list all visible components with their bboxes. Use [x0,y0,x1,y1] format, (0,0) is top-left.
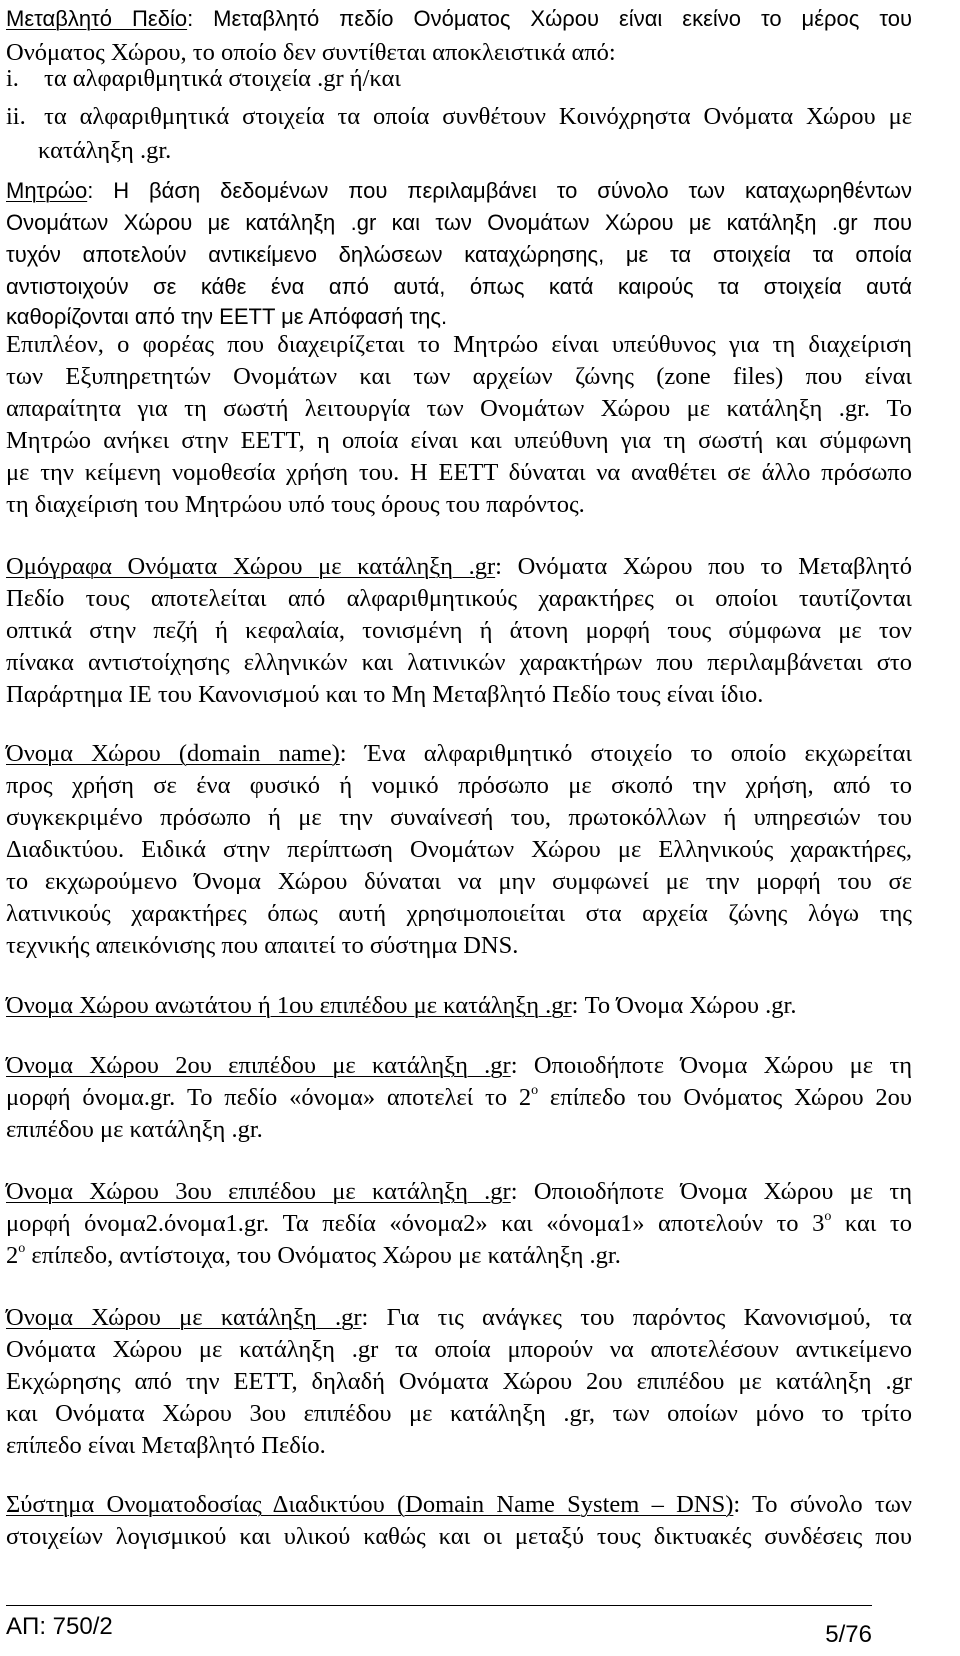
text-line: συγκεκριμένο πρόσωπο ή με την συναίνεσή του, πρωτοκόλλων ή υπηρεσιών του [6,804,912,831]
text-line: Όνομα Χώρου ανωτάτου ή 1ου επιπέδου με κατάληξη .gr: Το Όνομα Χώρου .gr. [6,992,797,1019]
text-line: τεχνικής απεικόνισης που απαιτεί το σύστημα DNS. [6,932,519,959]
text-line: κατάληξη .gr. [38,137,172,164]
footer-divider [6,1605,872,1606]
text-line: $2^o$ επίπεδο, αντίστοιχα, του Ονόματος Χώρου με κατάληξη .gr. [6,1240,621,1269]
document-reference: ΑΠ: 750/2 [6,1613,113,1640]
text-line: απαραίτητα για τη σωστή λειτουργία των Ονομάτων Χώρου με κατάληξη .gr. Το [6,395,912,422]
text-line: Ονόματα Χώρου με κατάληξη .gr τα οποία μπορούν να αποτελέσουν αντικείμενο [6,1336,912,1363]
text-line: τυχόν αποτελούν αντικείμενο δηλώσεων καταχώρησης, με τα στοιχεία τα οποία [6,242,912,267]
text-line: αντιστοιχούν σε κάθε ένα από αυτά, όπως κατά καιρούς τα στοιχεία αυτά [6,274,912,299]
text-line: Μητρώο ανήκει στην ΕΕΤΤ, η οποία είναι και υπεύθυνη για τη σωστή και σύμφωνη [6,427,912,454]
text-line: Όνομα Χώρου 2ου επιπέδου με κατάληξη .gr: Οποιοδήποτε Όνομα Χώρου με τη [6,1052,913,1079]
list-item: i. τα αλφαριθμητικά στοιχεία .gr ή/και [6,65,401,92]
text-line: των Εξυπηρετητών Ονομάτων και των αρχείων ζώνης (zone files) που είναι [6,363,912,390]
text-line: στοιχείων λογισμικού και υλικού καθώς και οι μεταξύ τους δικτυακές συνδέσεις που [6,1523,912,1550]
text-line: Ονομάτων Χώρου με κατάληξη .gr και των Ονομάτων Χώρου με κατάληξη .gr που [6,210,912,235]
text-line: Παράρτημα ΙΕ του Κανονισμού και το Μη Μεταβλητό Πεδίο τους είναι ίδιο. [6,681,764,708]
text-line: μορφή όνομα.gr. Το πεδίο «όνομα» αποτελεί το $2^o$ επίπεδο του Ονόματος Χώρου 2ου [6,1082,912,1111]
text-line: προς χρήση σε ένα φυσικό ή νομικό πρόσωπο με σκοπό την χρήση, από το [6,772,912,799]
term-gr-domain: Όνομα Χώρου με κατάληξη .gr [6,1304,362,1331]
text-line: Διαδικτύου. Ειδικά στην περίπτωση Ονομάτων Χώρου με Ελληνικούς χαρακτήρες, [6,836,912,863]
text-line: Σύστημα Ονοματοδοσίας Διαδικτύου (Domain Name System – DNS): Το σύνολο των [6,1491,912,1518]
text-line: επιπέδου με κατάληξη .gr. [6,1116,263,1143]
term-registry: Μητρώο [6,178,88,203]
term-third-level-domain: Όνομα Χώρου 3ου επιπέδου με κατάληξη .gr [6,1178,511,1205]
text-line: τη διαχείριση του Μητρώου υπό τους όρους του παρόντος. [6,491,585,518]
text-line: Πεδίο τους αποτελείται από αλφαριθμητικούς χαρακτήρες οι οποίοι ταυτίζονται [6,585,912,612]
text-line: και Ονόματα Χώρου 3ου επιπέδου με κατάληξη .gr, των οποίων μόνο το τρίτο [6,1400,912,1427]
term-top-level-domain: Όνομα Χώρου ανωτάτου ή 1ου επιπέδου με κατάληξη .gr [6,992,572,1019]
text-line: Ονόματος Χώρου, το οποίο δεν συντίθεται αποκλειστικά από: [6,39,616,66]
text-line: Όνομα Χώρου 3ου επιπέδου με κατάληξη .gr: Οποιοδήποτε Όνομα Χώρου με τη [6,1178,913,1205]
list-item: ii. τα αλφαριθμητικά στοιχεία τα οποία συνθέτουν Κοινόχρηστα Ονόματα Χώρου με [6,103,912,130]
text-line: πίνακα αντιστοίχησης ελληνικών και λατινικών χαρακτήρων που περιλαμβάνεται στο [6,649,912,676]
text-line: καθορίζονται από την ΕΕΤΤ με Απόφασή της. [6,304,448,329]
text-line: μορφή όνομα2.όνομα1.gr. Τα πεδία «όνομα2» και «όνομα1» αποτελούν το $3^o$ και το [6,1208,912,1237]
text-line: Όνομα Χώρου με κατάληξη .gr: Για τις ανάγκες του παρόντος Κανονισμού, τα [6,1304,912,1331]
text-line: Μεταβλητό Πεδίο: Μεταβλητό πεδίο Ονόματος Χώρου είναι εκείνο το μέρος του [6,6,912,31]
text-line: Επιπλέον, ο φορέας που διαχειρίζεται το Μητρώο είναι υπεύθυνος για τη διαχείριση [6,331,912,358]
term-domain-name: Όνομα Χώρου (domain name) [6,740,340,767]
page-number: 5/76 [825,1621,872,1648]
term-second-level-domain: Όνομα Χώρου 2ου επιπέδου με κατάληξη .gr [6,1052,511,1079]
text-line: Όνομα Χώρου (domain name): Ένα αλφαριθμητικό στοιχείο το οποίο εκχωρείται [6,740,912,767]
text-line: Μητρώο: Η βάση δεδομένων που περιλαμβάνει το σύνολο των καταχωρηθέντων [6,178,912,203]
text-line: Ομόγραφα Ονόματα Χώρου με κατάληξη .gr: Ονόματα Χώρου που το Μεταβλητό [6,553,912,580]
text-line: με την κείμενη νομοθεσία χρήση του. Η ΕΕΤΤ δύναται να αναθέτει σε άλλο πρόσωπο [6,459,912,486]
term-homographs: Ομόγραφα Ονόματα Χώρου με κατάληξη .gr [6,553,496,580]
term-dns: Σύστημα Ονοματοδοσίας Διαδικτύου (Domain Name System – DNS) [6,1491,734,1518]
term-variable-field: Μεταβλητό Πεδίο [6,6,188,31]
text-line: οπτικά στην πεζή ή κεφαλαία, τονισμένη ή άτονη μορφή τους σύμφωνα με τον [6,617,912,644]
text-line: επίπεδο είναι Μεταβλητό Πεδίο. [6,1432,326,1459]
text-line: το εκχωρούμενο Όνομα Χώρου δύναται να μην συμφωνεί με την μορφή του σε [6,868,912,895]
text-line: Εκχώρησης από την ΕΕΤΤ, δηλαδή Ονόματα Χώρου 2ου επιπέδου με κατάληξη .gr [6,1368,912,1395]
text-line: λατινικούς χαρακτήρες όπως αυτή χρησιμοποιείται στα αρχεία ζώνης λόγω της [6,900,912,927]
